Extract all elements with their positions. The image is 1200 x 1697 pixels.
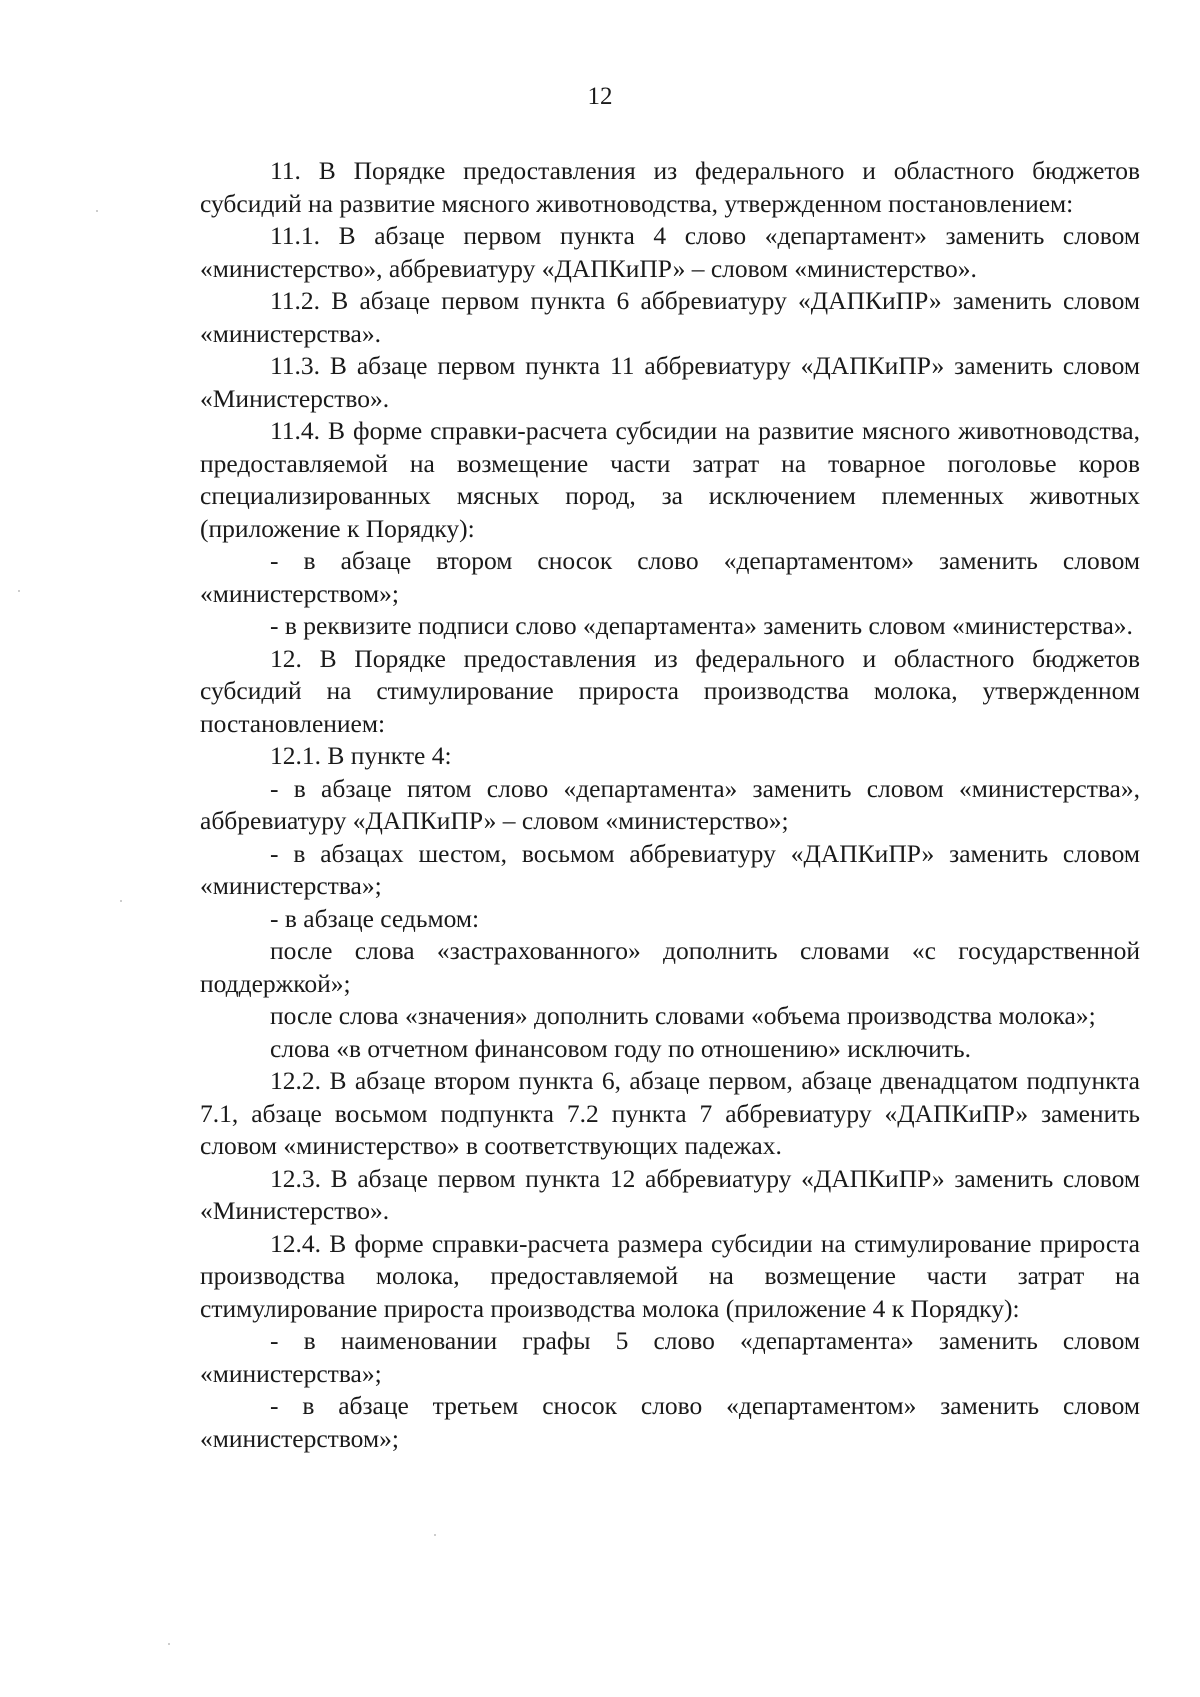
- scan-speck: [120, 900, 122, 902]
- scan-speck: [18, 590, 20, 592]
- paragraph-12-1-item-3: - в абзаце седьмом:: [270, 903, 480, 933]
- document-body: [200, 155, 1140, 1455]
- paragraph-11-4-item-1: - в абзаце втором сносок слово «департаментом» заменить словом «министерством»;: [200, 546, 1140, 608]
- scan-speck: [96, 210, 98, 212]
- paragraph-12-1-item-1: - в абзаце пятом слово «департамента» заменить словом «министерства», аббревиатуру «ДАПКиПР» – словом «министерство»;: [200, 773, 1140, 835]
- paragraph-11-4: 11.4. В форме справки-расчета субсидии на развитие мясного животноводства, предоставляемой на возмещение части затрат на товарное поголовье коров специализированных мясных пород, за исключением племенных животных (приложение к Порядку):: [200, 416, 1140, 543]
- paragraph-12-1-item-3-b: после слова «значения» дополнить словами «объема производства молока»;: [270, 1001, 1096, 1030]
- paragraph-11-3: 11.3. В абзаце первом пункта 11 аббревиатуру «ДАПКиПР» заменить словом «Министерство».: [200, 351, 1140, 413]
- paragraph-12-4-item-2: - в абзаце третьем сносок слово «департаментом» заменить словом «министерством»;: [200, 1391, 1140, 1453]
- page-number: 12: [587, 83, 613, 110]
- scan-speck: [168, 1643, 170, 1645]
- paragraph-11-4-item-2: - в реквизите подписи слово «департамента» заменить словом «министерства».: [270, 611, 1133, 640]
- paragraph-12-4-item-1: - в наименовании графы 5 слово «департамента» заменить словом «министерства»;: [200, 1326, 1140, 1388]
- paragraph-12: 12. В Порядке предоставления из федерального и областного бюджетов субсидий на стимулирование прироста производства молока, утвержденном постановлением:: [200, 643, 1140, 738]
- paragraph-12-1-item-2: - в абзацах шестом, восьмом аббревиатуру «ДАПКиПР» заменить словом «министерства»;: [200, 838, 1140, 900]
- paragraph-12-2: 12.2. В абзаце втором пункта 6, абзаце первом, абзаце двенадцатом подпункта 7.1, абзаце восьмом подпункта 7.2 пункта 7 аббревиатуру «ДАПКиПР» заменить словом «министерство» в соответствующих падежах.: [200, 1066, 1140, 1160]
- paragraph-11-1: 11.1. В абзаце первом пункта 4 слово «департамент» заменить словом «министерство», аббревиатуру «ДАПКиПР» – словом «министерство».: [200, 221, 1140, 283]
- paragraph-12-3: 12.3. В абзаце первом пункта 12 аббревиатуру «ДАПКиПР» заменить словом «Министерство».: [200, 1163, 1140, 1225]
- paragraph-12-4: 12.4. В форме справки-расчета размера субсидии на стимулирование прироста производства молока, предоставляемой на возмещение части затрат на стимулирование прироста производства молока (приложение 4 к Порядку):: [200, 1228, 1140, 1323]
- paragraph-12-1-item-3-c: слова «в отчетном финансовом году по отношению» исключить.: [270, 1033, 971, 1063]
- paragraph-11: 11. В Порядке предоставления из федерального и областного бюджетов субсидий на развитие мясного животноводства, утвержденном постановлением:: [200, 156, 1140, 218]
- paragraph-12-1-item-3-a: после слова «застрахованного» дополнить словами «с государственной поддержкой»;: [200, 936, 1140, 998]
- paragraph-12-1: 12.1. В пункте 4:: [270, 741, 452, 770]
- scan-speck: [434, 1534, 436, 1536]
- paragraph-11-2: 11.2. В абзаце первом пункта 6 аббревиатуру «ДАПКиПР» заменить словом «министерства».: [200, 286, 1140, 348]
